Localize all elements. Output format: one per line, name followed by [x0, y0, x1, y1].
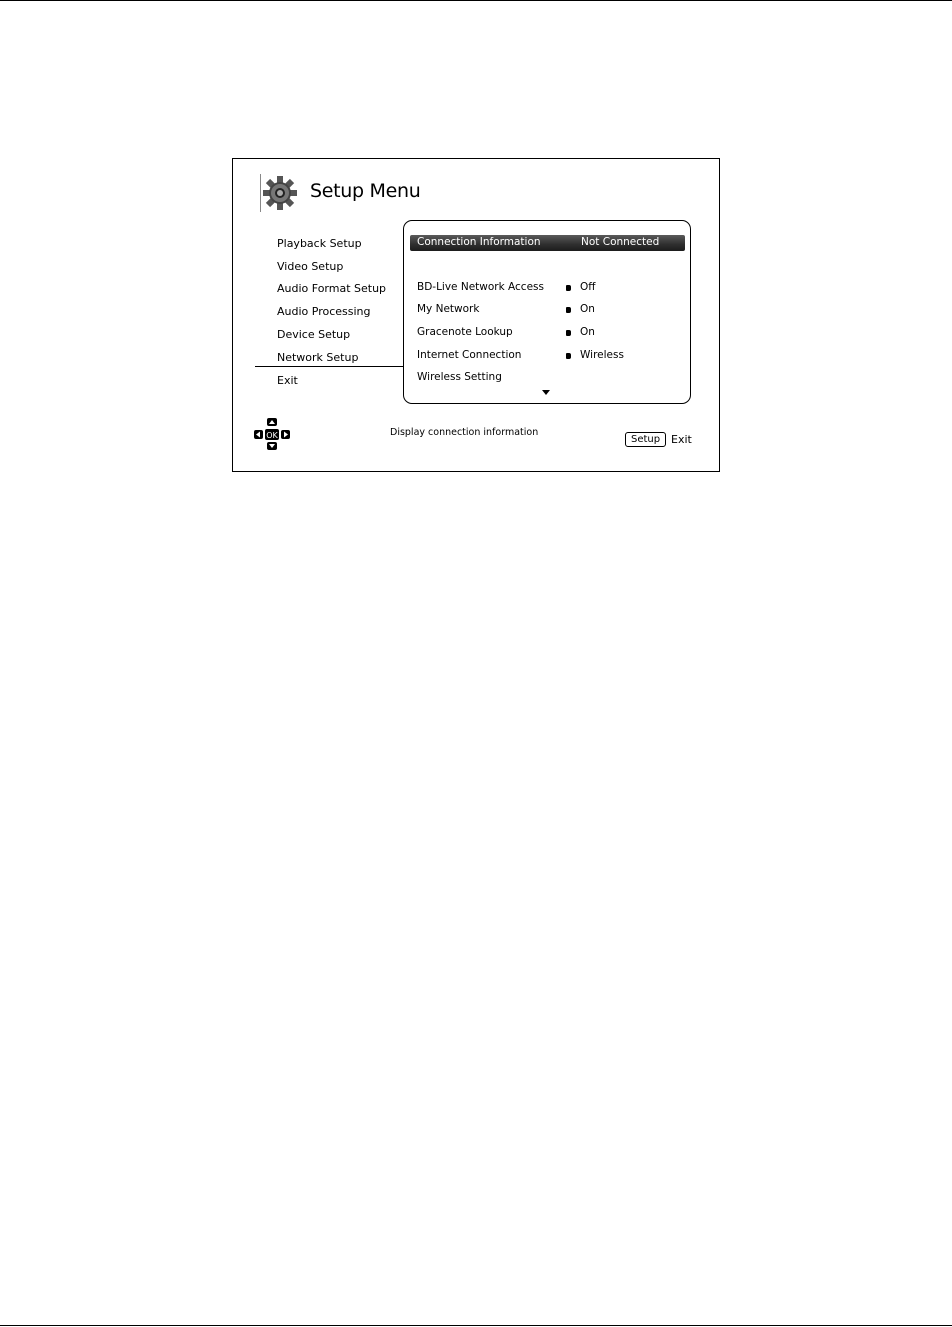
setting-label: BD-Live Network Access — [417, 281, 544, 293]
sidebar-item-network-setup[interactable]: Network Setup — [277, 351, 359, 364]
network-setup-panel — [403, 220, 691, 404]
sidebar-item-video-setup[interactable]: Video Setup — [277, 260, 344, 273]
dpad-ok-icon — [253, 417, 291, 451]
internet-connection-row[interactable] — [417, 349, 677, 365]
setup-key-button[interactable]: Setup — [625, 432, 666, 447]
gracenote-lookup-row[interactable] — [417, 326, 677, 342]
sidebar-item-audio-format-setup[interactable]: Audio Format Setup — [277, 282, 387, 295]
hint-text: Display connection information — [390, 427, 539, 438]
setting-value: Wireless — [580, 349, 624, 361]
sidebar-item-playback-setup[interactable]: Playback Setup — [277, 237, 362, 250]
title-divider — [260, 174, 261, 212]
setting-value: On — [580, 326, 595, 338]
page-bottom-rule — [0, 1325, 952, 1326]
bullet-icon — [566, 285, 571, 291]
connection-status-value: Not Connected — [581, 236, 660, 248]
setting-label: Gracenote Lookup — [417, 326, 513, 338]
setting-label: Wireless Setting — [417, 371, 502, 383]
setting-value: Off — [580, 281, 596, 293]
gear-icon — [262, 175, 298, 211]
setting-label: My Network — [417, 303, 480, 315]
bullet-icon — [566, 307, 571, 313]
page-top-rule — [0, 0, 952, 1]
sidebar-item-exit[interactable]: Exit — [277, 374, 298, 387]
connection-information-label: Connection Information — [417, 236, 541, 248]
wireless-setting-row[interactable] — [417, 371, 677, 387]
connection-information-row[interactable] — [410, 235, 685, 251]
my-network-row[interactable] — [417, 303, 677, 319]
sidebar-item-audio-processing[interactable]: Audio Processing — [277, 305, 371, 318]
chevron-down-icon[interactable] — [542, 390, 550, 395]
bd-live-network-access-row[interactable] — [417, 281, 677, 297]
bullet-icon — [566, 330, 571, 336]
exit-hint-label: Exit — [671, 433, 692, 446]
selected-item-underline — [255, 366, 403, 367]
page-title: Setup Menu — [310, 180, 421, 202]
bullet-icon — [566, 353, 571, 359]
setting-label: Internet Connection — [417, 349, 522, 361]
setting-value: On — [580, 303, 595, 315]
setup-menu-screen — [232, 158, 720, 472]
ok-label: OK — [266, 431, 278, 440]
sidebar-item-device-setup[interactable]: Device Setup — [277, 328, 351, 341]
